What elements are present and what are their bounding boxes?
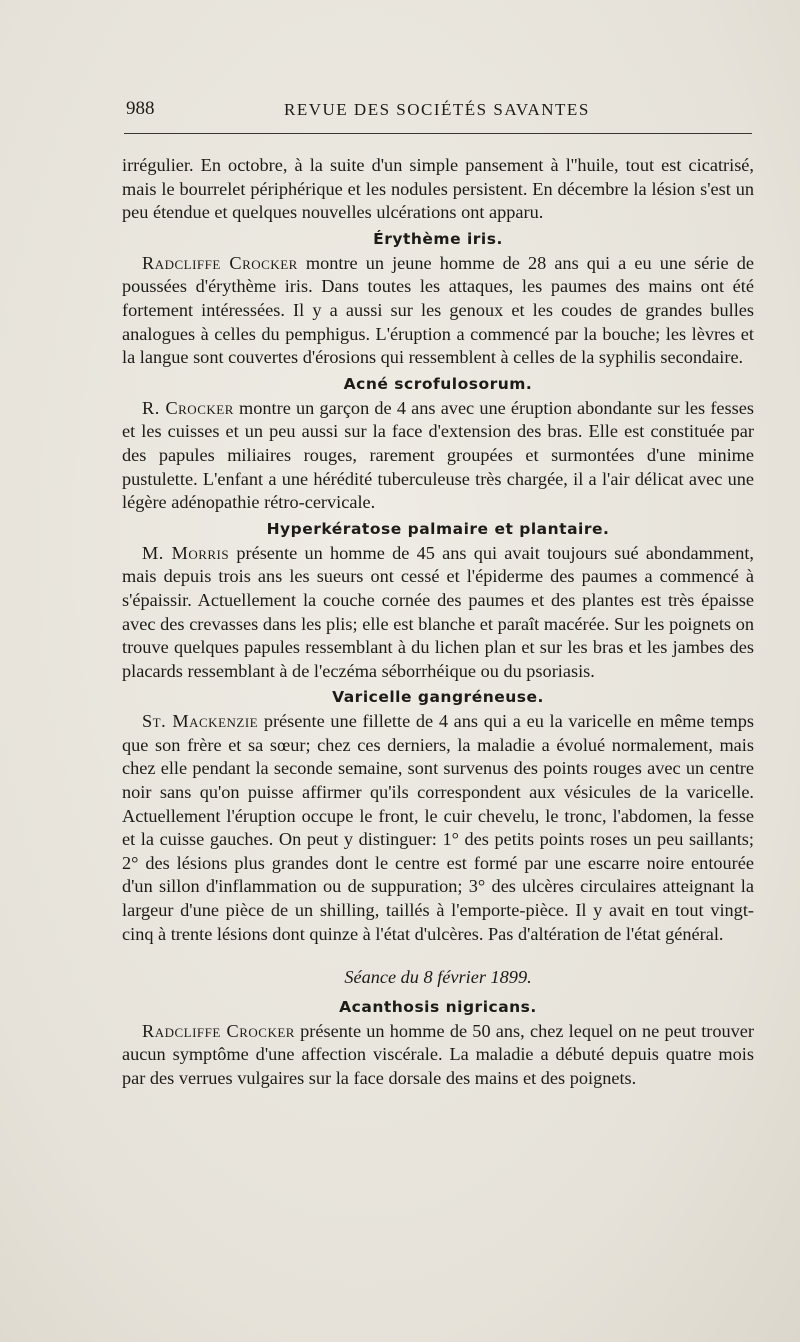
paragraph-text: présente une fillette de 4 ans qui a eu la varicelle en même temps que son frère et sa sœur; chez ces derniers, la maladie a évolué normalement, mais chez elle pendant la seconde semaine, sont survenus des points rouges avec un centre noir sans qu'on puisse affirmer qu'ils correspondent aux vésicules de la varicelle. Actuellement l'éruption occupe le front, le cuir chevelu, le tronc, l'abdomen, la fesse et la cuisse gauches. On peut y distinguer: 1° des petits points roses un peu saillants; 2° des lésions plus grandes dont le centre est formé par une escarre noire entourée d'un sillon d'inflammation ou de suppuration; 3° des ulcères circulaires atteignant la largeur d'une pièce de un shilling, taillés à l'emporte-pièce. Il y avait en tout vingt-cinq à trente lésions dont quinze à l'état d'ulcères. Pas d'altération de l'état général. — [122, 711, 754, 944]
section-heading-acne-scrofulosorum: Acné scrofulosorum. — [343, 374, 533, 393]
author-name: M. Morris — [142, 542, 230, 563]
author-name: Radcliffe Crocker — [142, 252, 298, 273]
paragraph-continued: irrégulier. En octobre, à la suite d'un simple pansement à l''huile, tout est cicatrisé, mais le bourrelet périphérique et les nodules persistent. En décembre la lésion s'est un peu étendue et quelques nouvelles ulcérations ont apparu. — [122, 155, 754, 223]
paragraph-text: présente un homme de 50 ans, chez lequel on ne peut trouver aucun symptôme d'une affection viscérale. La maladie a débuté depuis quatre mois par des verrues vulgaires sur la face dorsale des mains et des poignets. — [122, 1020, 754, 1088]
section-heading-hyperkeratose: Hyperkératose palmaire et plantaire. — [266, 519, 610, 538]
section-heading-erytheme-iris: Érythème iris. — [373, 229, 503, 248]
author-name: Radcliffe Crocker — [142, 1020, 295, 1041]
header-rule — [124, 133, 752, 134]
paragraph-acanthosis — [122, 1020, 754, 1091]
paragraph-erytheme-iris — [122, 252, 754, 370]
paragraph-text: présente un homme de 45 ans qui avait toujours sué abondamment, mais depuis trois ans les sueurs ont cessé et l'épiderme des paumes a commencé à s'épaissir. Actuellement la couche cornée des paumes et des plantes est très épaisse avec des crevasses dans les plis; elle est blanche et paraît macérée. Sur les poignets on trouve quelques papules ressemblant à du lichen plan et sur les bras et les jambes des placards ressemblant à de l'eczéma séborrhéique ou du psoriasis. — [122, 542, 754, 681]
running-title: REVUE DES SOCIÉTÉS SAVANTES — [284, 100, 590, 119]
page-header — [126, 98, 752, 124]
paragraph-varicelle — [122, 710, 754, 946]
author-name: R. Crocker — [142, 397, 234, 418]
paragraph-hyperkeratose — [122, 542, 754, 684]
paragraph-text: montre un jeune homme de 28 ans qui a eu une série de poussées d'érythème iris. Dans toutes les attaques, les paumes des mains ont été fortement intéressées. Il y a aussi sur les genoux et les coudes de grandes bulles analogues à celles du pemphigus. L'éruption a commencé par la bouche; les lèvres et la langue sont couvertes d'érosions qui ressemblent à celles de la syphilis secondaire. — [122, 252, 754, 368]
paragraph-acne-scrofulosorum — [122, 397, 754, 515]
section-heading-acanthosis: Acanthosis nigricans. — [339, 997, 537, 1016]
page-number: 988 — [126, 98, 155, 119]
session-date: Séance du 8 février 1899. — [344, 967, 532, 988]
paragraph-text: montre un garçon de 4 ans avec une éruption abondante sur les fesses et les cuisses et un peu aussi sur la face d'extension des bras. Elle est constituée par des papules miliaires rouges, rarement groupées et surmontées d'une minime pustulette. L'enfant a une hérédité tuberculeuse très chargée, il a l'air délicat avec une légère adénopathie rétro-cervicale. — [122, 397, 754, 513]
section-heading-varicelle: Varicelle gangréneuse. — [332, 688, 544, 707]
article-body — [122, 154, 754, 1091]
author-name: St. Mackenzie — [142, 711, 259, 732]
